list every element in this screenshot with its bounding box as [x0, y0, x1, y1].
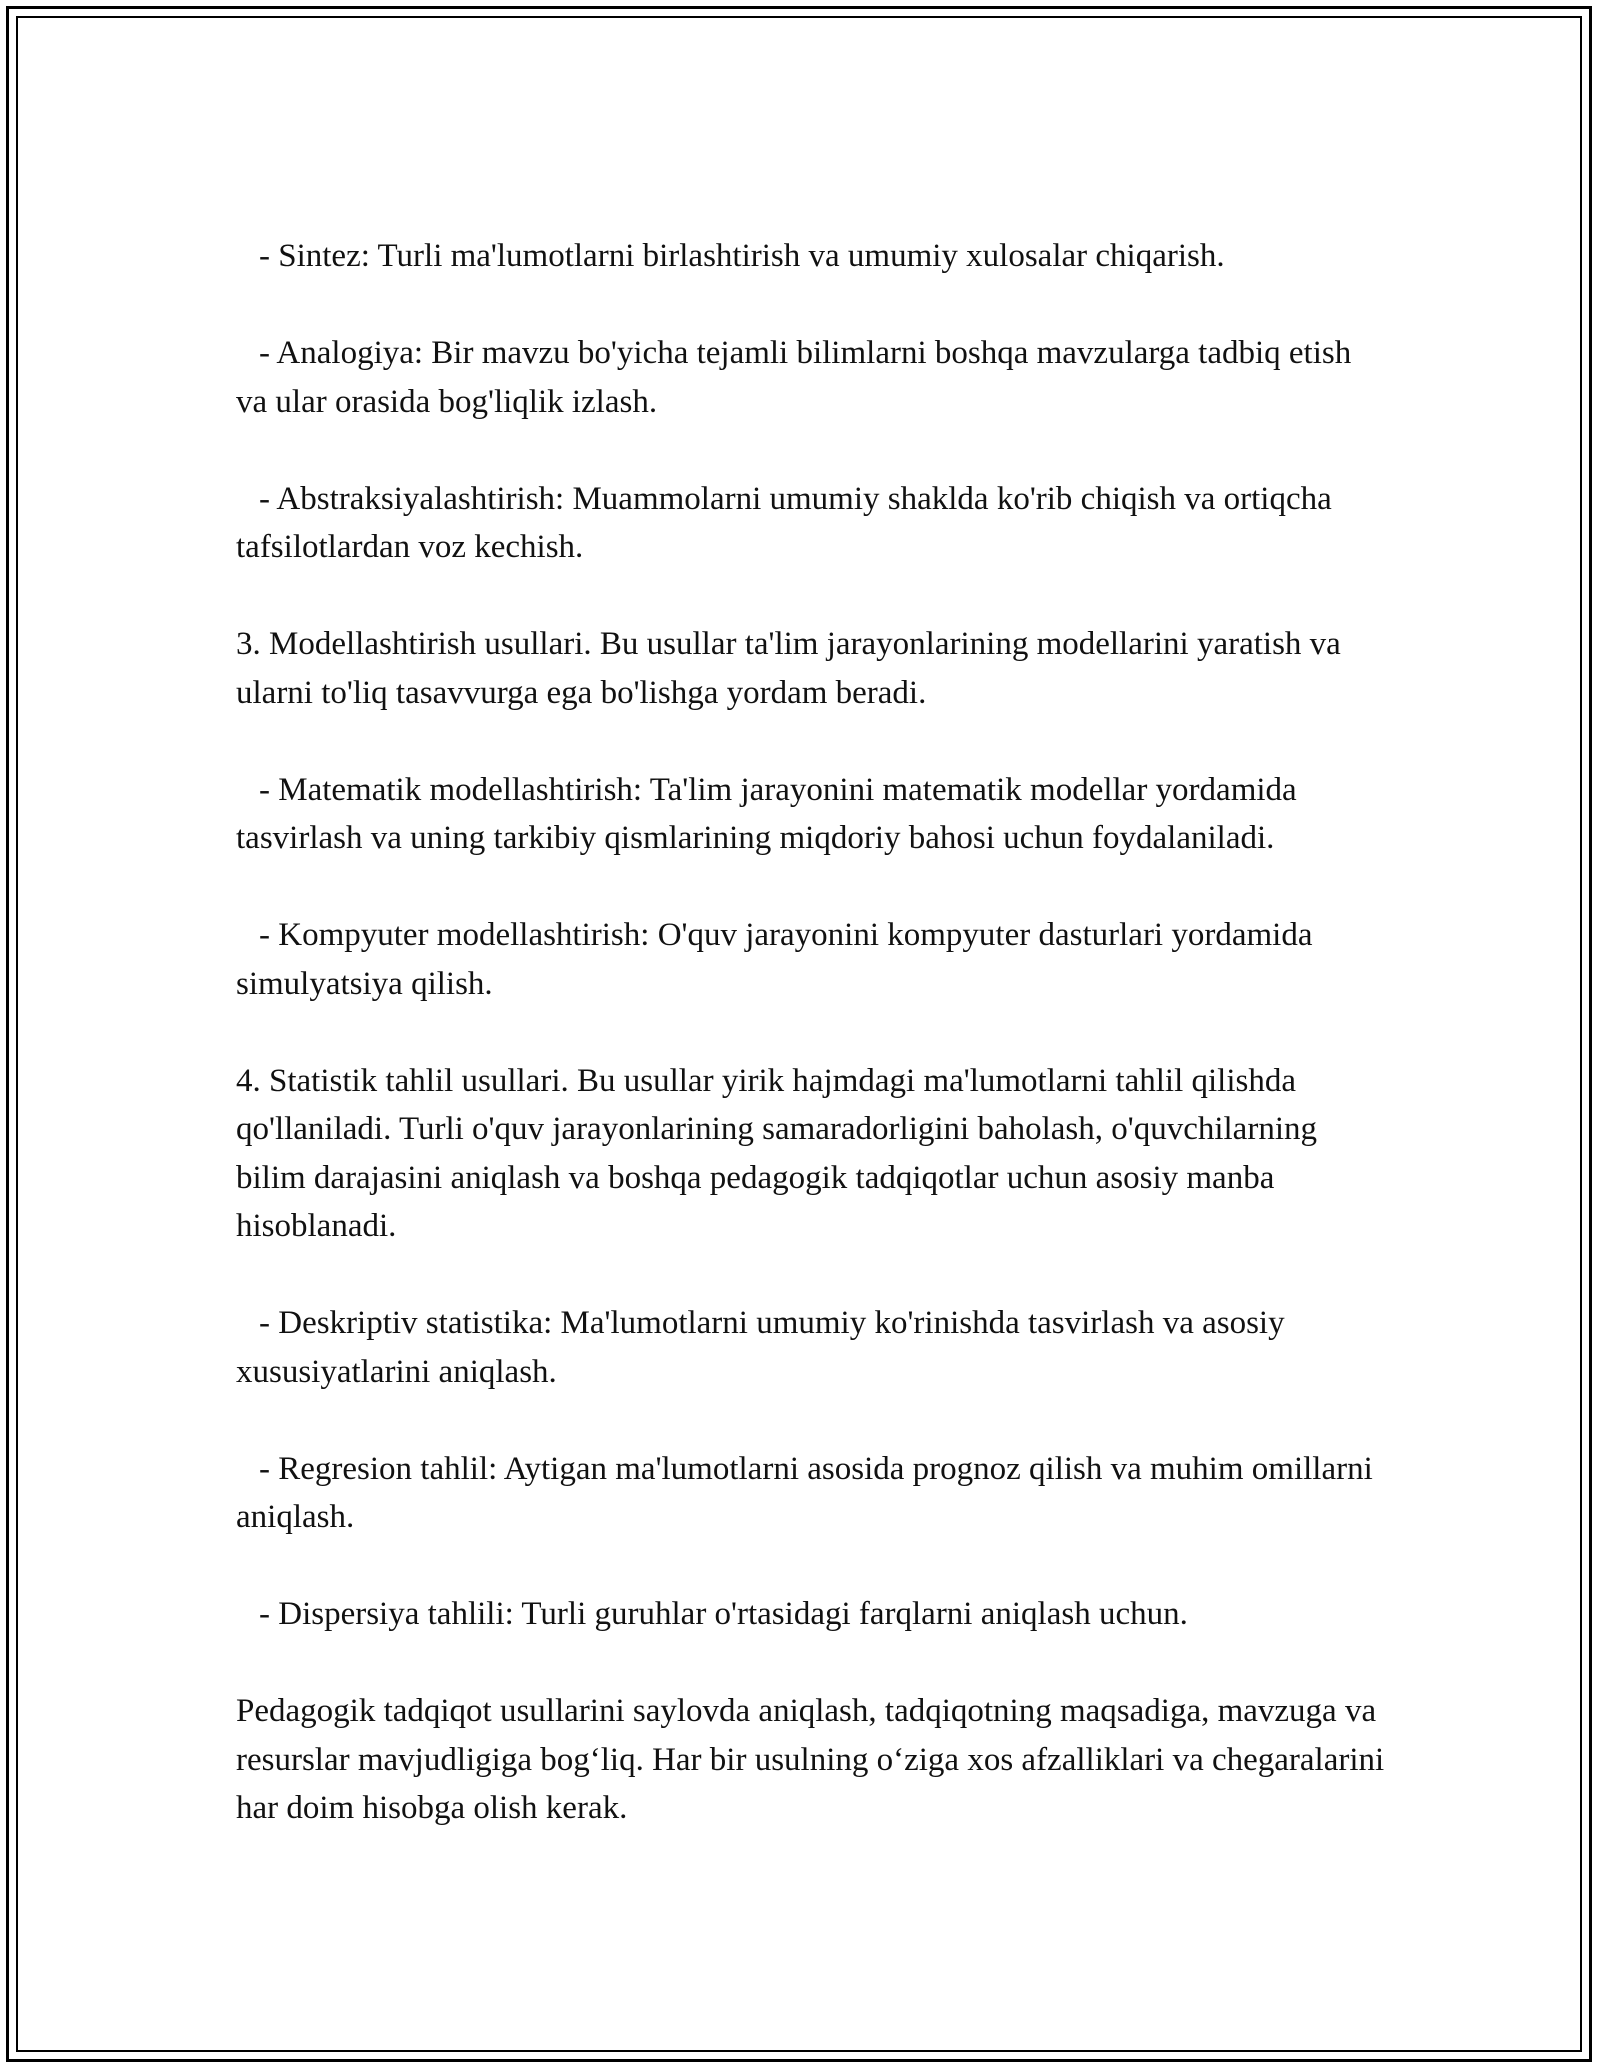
- paragraph-modellashtirish-usullari: 3. Modellashtirish usullari. Bu usullar ta'lim jarayonlarining modellarini yaratish va ularni to'liq tasavvurga ega bo'lishga yordam beradi.: [236, 626, 1341, 711]
- paragraph-sintez: - Sintez: Turli ma'lumotlarni birlashtirish va umumiy xulosalar chiqarish.: [259, 238, 1225, 274]
- paragraph-analogiya: - Analogiya: Bir mavzu bo'yicha tejamli bilimlarni boshqa mavzularga tadbiq etish va ular orasida bog'liqlik izlash.: [236, 335, 1352, 420]
- paragraph-abstraksiyalashtirish: - Abstraksiyalashtirish: Muammolarni umumiy shaklda ko'rib chiqish va ortiqcha tafsilotlardan voz kechish.: [236, 480, 1332, 565]
- paragraph-conclusion: Pedagogik tadqiqot usullarini saylovda aniqlash, tadqiqotning maqsadiga, mavzuga va resurslar mavjudligiga bog‘liq. Har bir usulning o‘ziga xos afzalliklari va chegaralarini har doim hisobga olish kerak.: [236, 1693, 1385, 1826]
- paragraph-regresion-tahlil: - Regresion tahlil: Aytigan ma'lumotlarni asosida prognoz qilish va muhim omillarni aniqlash.: [236, 1450, 1373, 1535]
- document-body: [236, 232, 1386, 1881]
- paragraph-dispersiya-tahlili: - Dispersiya tahlili: Turli guruhlar o'rtasidagi farqlarni aniqlash uchun.: [259, 1596, 1188, 1632]
- paragraph-kompyuter-modellashtirish: - Kompyuter modellashtirish: O'quv jarayonini kompyuter dasturlari yordamida simulyatsiya qilish.: [236, 917, 1313, 1002]
- paragraph-statistik-tahlil-usullari: 4. Statistik tahlil usullari. Bu usullar yirik hajmdagi ma'lumotlarni tahlil qilishda qo'llaniladi. Turli o'quv jarayonlarining samaradorligini baholash, o'quvchilarning bilim darajasini aniqlash va boshqa pedagogik tadqiqotlar uchun asosiy manba hisoblanadi.: [236, 1062, 1317, 1244]
- paragraph-deskriptiv-statistika: - Deskriptiv statistika: Ma'lumotlarni umumiy ko'rinishda tasvirlash va asosiy xususiyatlarini aniqlash.: [236, 1305, 1285, 1390]
- paragraph-matematik-modellashtirish: - Matematik modellashtirish: Ta'lim jarayonini matematik modellar yordamida tasvirlash va uning tarkibiy qismlarining miqdoriy bahosi uchun foydalaniladi.: [236, 771, 1297, 856]
